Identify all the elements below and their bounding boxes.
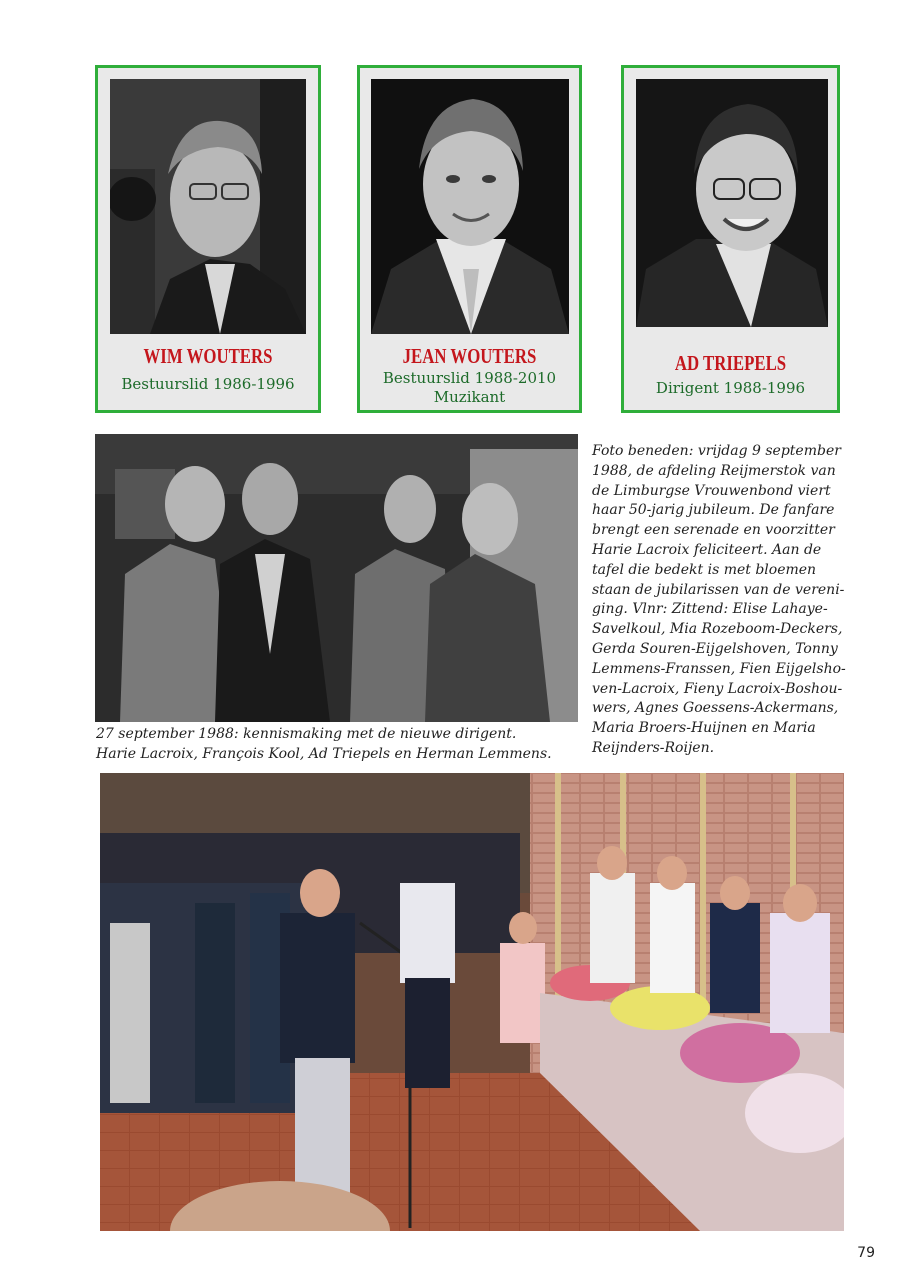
caption-line: Reijnders-Roijen. — [592, 739, 715, 756]
portrait-name: AD TRIEPELS — [674, 351, 787, 375]
color-photo-celebration — [100, 773, 844, 1231]
caption-line: ging. Vlnr: Zittend: Elise Lahaye- — [592, 601, 828, 618]
caption-bottom-photo — [592, 442, 882, 759]
caption-line: Lemmens-Franssen, Fien Eijgelsho- — [592, 660, 846, 677]
portrait-card-jean-wouters — [357, 65, 582, 413]
portrait-photo — [371, 79, 569, 334]
caption-line: staan de jubilarissen van de vereni- — [592, 581, 845, 598]
portrait-role-line2: Muzikant — [433, 388, 506, 406]
caption-line: Foto beneden: vrijdag 9 september — [592, 443, 841, 459]
portrait-name: WIM WOUTERS — [143, 344, 273, 368]
caption-line: haar 50-jarig jubileum. De fanfare — [592, 502, 835, 519]
caption-line: Maria Broers-Huijnen en Maria — [592, 720, 816, 737]
caption-line: Harie Lacroix, François Kool, Ad Triepels en Herman Lemmens. — [96, 745, 552, 762]
portrait-role: Bestuurslid 1986-1996 — [121, 375, 295, 393]
portrait-role: Dirigent 1988-1996 — [655, 379, 806, 397]
caption-line: ven-Lacroix, Fieny Lacroix-Boshou- — [592, 680, 843, 697]
caption-line: Savelkoul, Mia Rozeboom-Deckers, — [592, 621, 843, 638]
page-number: 79 — [857, 1245, 875, 1261]
caption-line: Gerda Souren-Eijgelshoven, Tonny — [592, 640, 838, 657]
portrait-photo — [636, 79, 828, 327]
portrait-role: Bestuurslid 1988-2010 — [382, 369, 557, 387]
caption-line: wers, Agnes Goessens-Ackermans, — [592, 700, 839, 717]
portrait-card-ad-triepels — [621, 65, 840, 413]
caption-line: 27 september 1988: kennismaking met de nieuwe dirigent. — [96, 726, 517, 742]
caption-line: tafel die bedekt is met bloemen — [592, 561, 817, 578]
caption-line: de Limburgse Vrouwenbond viert — [592, 482, 831, 499]
caption-line: brengt een serenade en voorzitter — [592, 522, 835, 539]
caption-group-photo — [96, 725, 586, 765]
portrait-card-wim-wouters — [95, 65, 321, 413]
caption-line: Harie Lacroix feliciteert. Aan de — [592, 541, 822, 558]
portrait-photo — [110, 79, 306, 334]
caption-line: 1988, de afdeling Reijmerstok van — [592, 462, 836, 479]
portrait-name: JEAN WOUTERS — [402, 344, 537, 368]
group-photo-bw — [95, 434, 578, 722]
